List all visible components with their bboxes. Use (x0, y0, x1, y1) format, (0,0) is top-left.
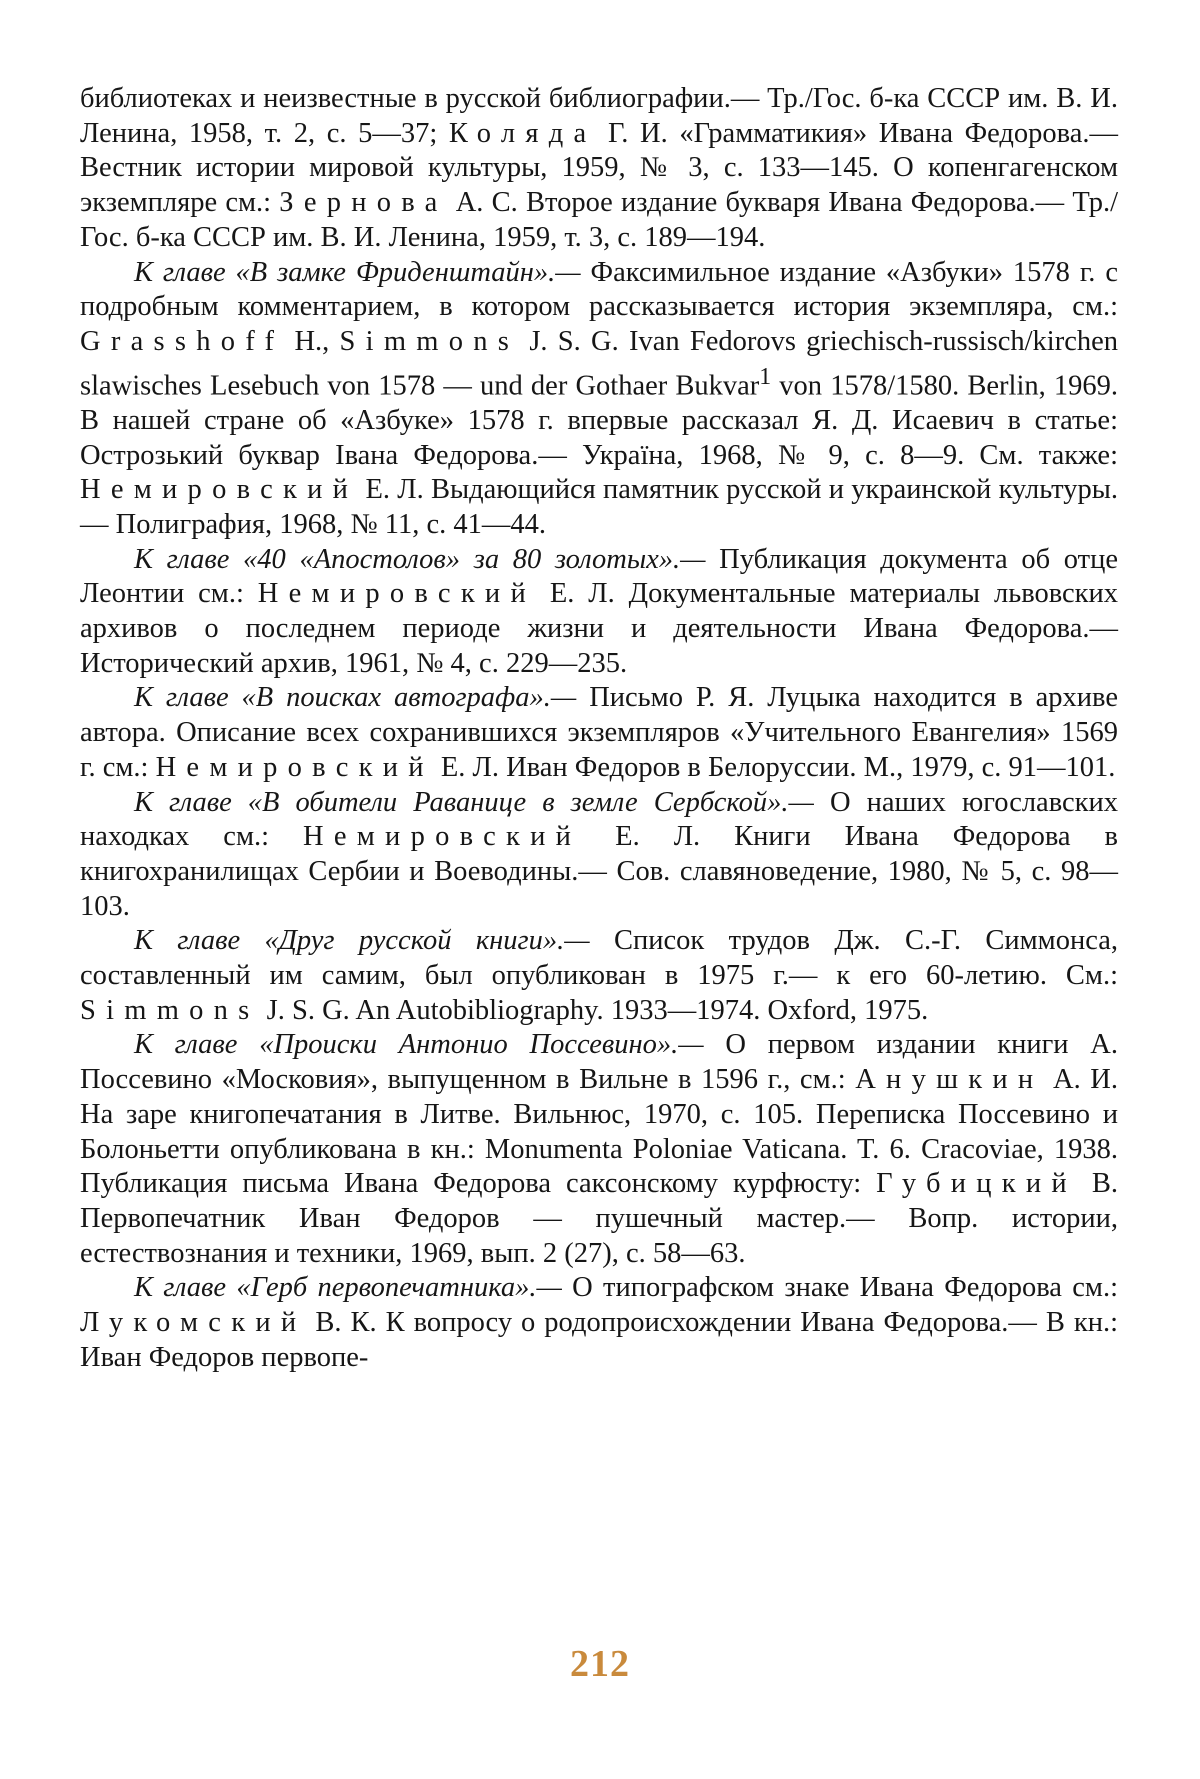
chapter-reference: К главе «40 «Апостолов» за 80 золотых».— (134, 543, 706, 575)
paragraph-possevino (80, 1028, 1118, 1271)
text-run: В. К. К вопросу о родопроисхождении Ивана Федорова.— В кн.: Иван Федоров первопе- (80, 1307, 1118, 1373)
text-run: Письмо Р. Я. Луцыка находится в архиве автора. Описание всех сохранившихся экземпляров «Учительного Евангелия» 1569 г. см.: (80, 682, 1118, 783)
text-run: Е. Л. Книги Ивана Федорова в книгохранилищах Сербии и Воеводины.— Сов. славяноведение, 1980, № 5, с. 98—103. (80, 821, 1118, 922)
spaced-author-name: Grasshoff (80, 325, 285, 357)
text-run: О типографском знаке Ивана Федорова см.: (561, 1272, 1118, 1304)
spaced-author-name: Немировский (257, 578, 536, 610)
paragraph-autograph (80, 681, 1118, 785)
text-run: Публикация документа об отце Леонтии см.: (80, 543, 1118, 610)
text-run: J. S. G. An Autobibliography. 1933—1974. Oxford, 1975. (259, 994, 929, 1026)
text-run: Факсимильное издание «Азбуки» 1578 г. с подробным комментарием, в котором рассказывается история экземпляра, см.: (80, 256, 1118, 323)
chapter-reference: К главе «В обители Раванице в земле Сербской».— (134, 786, 814, 818)
page-text (80, 82, 1118, 1376)
text-run: О наших югославских находках см.: (80, 786, 1118, 853)
text-run: А. И. На заре книгопечатания в Литве. Вильнюс, 1970, с. 105. Переписка Поссевино и Болоньетти опубликована в кн.: Monumenta Poloniae Vaticana. T. 6. Cracoviae, 1938. Публикация письма Ивана Федорова саксонскому курфюсту: (80, 1064, 1118, 1200)
chapter-reference: К главе «Происки Антонио Поссевино».— (134, 1029, 704, 1061)
text-run: библиотеках и неизвестные в русской библиографии.— Тр./Гос. б-ка СССР им. В. И. Ленина, 1958, т. 2, с. 5—37; (80, 83, 1118, 149)
paragraph-friend (80, 924, 1118, 1028)
spaced-author-name: Зернова (279, 187, 448, 219)
text-run: В. Первопечатник Иван Федоров — пушечный мастер.— Вопр. истории, естествознания и техники, 1969, вып. 2 (27), с. 58—63. (80, 1168, 1118, 1269)
spaced-author-name: Simmons (339, 325, 520, 357)
spaced-author-name: Лукомский (80, 1307, 307, 1339)
chapter-reference: К главе «Друг русской книги».— (134, 925, 590, 957)
spaced-author-name: Губицкий (876, 1168, 1077, 1200)
paragraph-ravanica (80, 786, 1118, 925)
spaced-author-name: Simmons (80, 994, 260, 1026)
chapter-reference: К главе «В замке Фриденштайн».— (134, 256, 581, 288)
text-run: Е. Л. Выдающийся памятник русской и украинской культуры.— Полиграфия, 1968, № 11, с. 41—44. (80, 474, 1118, 540)
text-run: Список трудов Дж. С.-Г. Симмонса, составленный им самим, был опубликован в 1975 г.— к его 60-летию. См.: (80, 925, 1118, 992)
text-run: H., (284, 325, 340, 357)
paragraph-coat-of-arms (80, 1271, 1118, 1375)
paragraph-apostles (80, 543, 1118, 682)
paragraph-friedenstein (80, 256, 1118, 543)
chapter-reference: К главе «Герб первопечатника».— (134, 1272, 562, 1304)
text-run: Е. Л. Иван Федоров в Белоруссии. М., 1979, с. 91—101. (433, 751, 1116, 783)
spaced-author-name: Анушкин (855, 1064, 1044, 1096)
chapter-reference: К главе «В поисках автографа».— (134, 682, 577, 714)
spaced-author-name: Немировский (155, 751, 434, 783)
text-run: О первом издании книги А. Поссевино «Московия», выпущенном в Вильне в 1596 г., см.: (80, 1029, 1119, 1096)
spaced-author-name: Немировский (303, 821, 582, 853)
text-run: А. С. Второе издание букваря Ивана Федорова.— Тр./Гос. б-ка СССР им. В. И. Ленина, 1959, т. 3, с. 189—194. (80, 187, 1118, 253)
text-run: Е. Л. Документальные материалы львовских архивов о последнем периоде жизни и деятельности Ивана Федорова.— Исторический архив, 1961, № 4, с. 229—235. (80, 578, 1118, 679)
text-run: von 1578/1580. Berlin, 1969. В нашей стране об «Азбуке» 1578 г. впервые рассказал Я. Д. Исаевич в статье: Острозький буквар Івана Федорова.— Україна, 1968, № 9, с. 8—9. См. также: (80, 370, 1119, 471)
text-run: J. S. G. Ivan Fedorovs griechisch-russisch/kirchen slawisches Lesebuch von 1578 — und der Gothaer Bukvar (80, 325, 1118, 402)
page-number: 212 (570, 1643, 630, 1685)
text-run: Г. И. «Грамматикия» Ивана Федорова.— Вестник истории мировой культуры, 1959, № 3, с. 133—145. О копенгагенском экземпляре см.: (80, 117, 1118, 219)
spaced-author-name: Коляда (448, 117, 597, 149)
footnote-superscript: 1 (759, 363, 772, 390)
spaced-author-name: Немировский (80, 474, 359, 506)
paragraph-continuation (80, 82, 1118, 256)
